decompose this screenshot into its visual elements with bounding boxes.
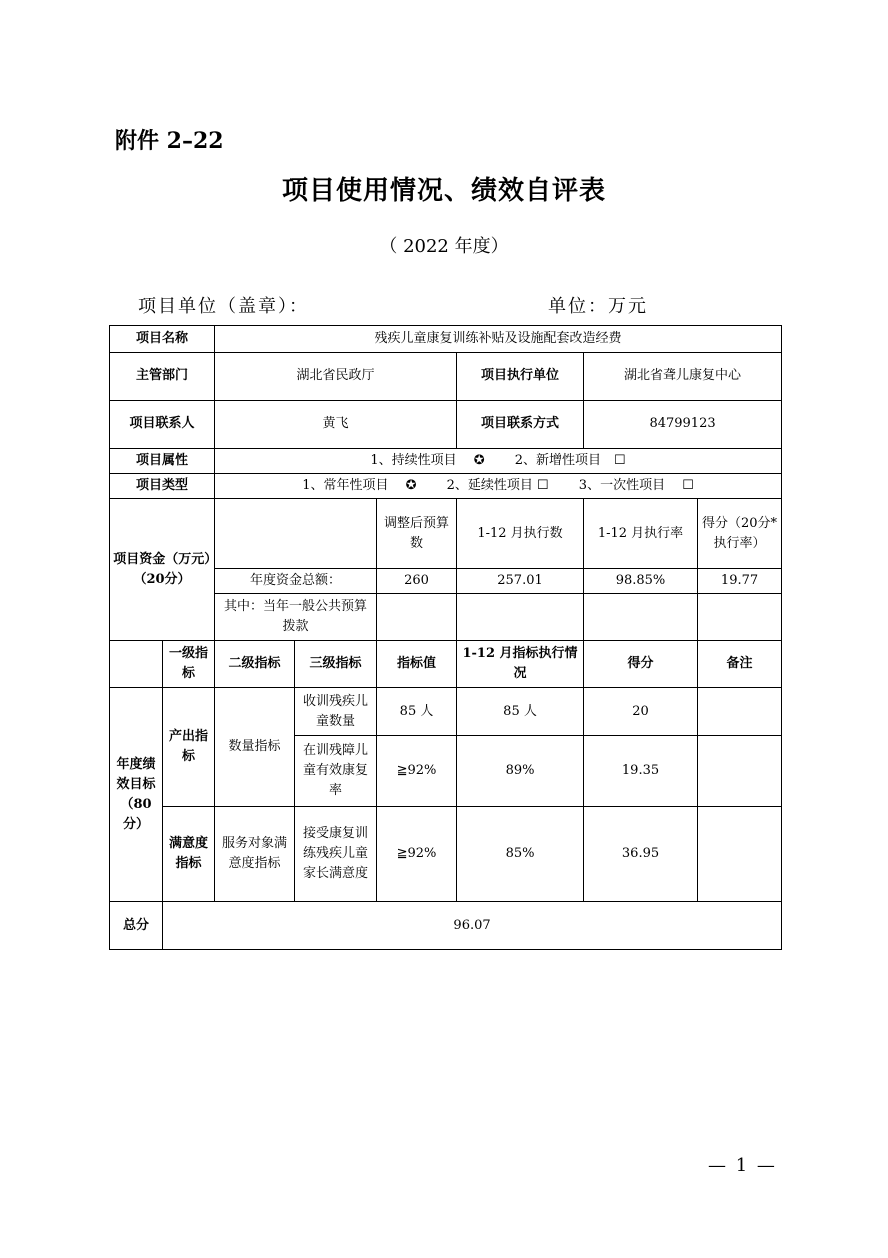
indicator-row-1-remark xyxy=(698,688,782,736)
indicator-row-1-name: 收训残疾儿童数量 xyxy=(295,688,377,736)
amount-unit-label: 单位：万元 xyxy=(548,296,648,317)
indicator-header-level3: 三级指标 xyxy=(295,641,377,688)
funds-sub-exec xyxy=(457,594,584,641)
indicator-header-value: 指标值 xyxy=(377,641,457,688)
indicator-row-3-remark xyxy=(698,807,782,902)
indicator-header-exec: 1-12 月指标执行情况 xyxy=(457,641,584,688)
contact-label: 项目联系人 xyxy=(110,401,215,449)
funds-col-exec: 1-12 月执行数 xyxy=(457,499,584,569)
indicator-row-2-score: 19.35 xyxy=(584,736,698,807)
quantity-indicator-label: 数量指标 xyxy=(215,688,295,807)
funds-col-budget: 调整后预算数 xyxy=(377,499,457,569)
project-attr-value: 1、持续性项目 ✪ 2、新增性项目 ☐ xyxy=(215,449,782,474)
page-title: 项目使用情况、绩效自评表 xyxy=(281,176,606,206)
output-indicator-label: 产出指标 xyxy=(163,688,215,807)
phone-value: 84799123 xyxy=(584,401,782,449)
exec-unit-label: 项目执行单位 xyxy=(457,353,584,401)
indicator-row-2-exec: 89% xyxy=(457,736,584,807)
indicator-row-3-exec: 85% xyxy=(457,807,584,902)
funds-total-score: 19.77 xyxy=(698,569,782,594)
project-type-value: 1、常年性项目 ✪ 2、延续性项目 ☐ 3、一次性项目 ☐ xyxy=(215,474,782,499)
attachment-number: 附件 2–22 xyxy=(115,128,224,154)
indicator-header-blank xyxy=(110,641,163,688)
funds-total-exec: 257.01 xyxy=(457,569,584,594)
satisfaction-indicator-label: 满意度指标 xyxy=(163,807,215,902)
indicator-header-remark: 备注 xyxy=(698,641,782,688)
funds-total-budget: 260 xyxy=(377,569,457,594)
indicator-row-2-value: ≧92% xyxy=(377,736,457,807)
funds-col-score: 得分（20分*执行率） xyxy=(698,499,782,569)
total-score-label: 总分 xyxy=(110,902,163,950)
total-score-value: 96.07 xyxy=(163,902,782,950)
indicator-header-level2: 二级指标 xyxy=(215,641,295,688)
funds-sub-rate xyxy=(584,594,698,641)
funds-sub-budget xyxy=(377,594,457,641)
indicator-row-2-name: 在训残障儿童有效康复率 xyxy=(295,736,377,807)
contact-value: 黄飞 xyxy=(215,401,457,449)
project-name-value: 残疾儿童康复训练补贴及设施配套改造经费 xyxy=(215,326,782,353)
indicator-row-2-remark xyxy=(698,736,782,807)
project-type-label: 项目类型 xyxy=(110,474,215,499)
indicator-row-1-value: 85 人 xyxy=(377,688,457,736)
phone-label: 项目联系方式 xyxy=(457,401,584,449)
funds-sub-label: 其中：当年一般公共预算拨款 xyxy=(215,594,377,641)
project-attr-label: 项目属性 xyxy=(110,449,215,474)
funds-sub-score xyxy=(698,594,782,641)
year-label: （ 2022 年度） xyxy=(379,236,509,257)
indicator-header-level1: 一级指标 xyxy=(163,641,215,688)
indicator-row-1-score: 20 xyxy=(584,688,698,736)
funds-col-rate: 1-12 月执行率 xyxy=(584,499,698,569)
indicator-row-3-name: 接受康复训练残疾儿童家长满意度 xyxy=(295,807,377,902)
indicator-row-1-exec: 85 人 xyxy=(457,688,584,736)
funds-total-rate: 98.85% xyxy=(584,569,698,594)
indicator-row-3-value: ≧92% xyxy=(377,807,457,902)
annual-goal-label: 年度绩效目标（80分） xyxy=(110,688,163,902)
exec-unit-value: 湖北省聋儿康复中心 xyxy=(584,353,782,401)
dept-value: 湖北省民政厅 xyxy=(215,353,457,401)
project-unit-label: 项目单位（盖章）： xyxy=(138,296,309,317)
indicator-header-score: 得分 xyxy=(584,641,698,688)
project-name-label: 项目名称 xyxy=(110,326,215,353)
satisfaction-sub-label: 服务对象满意度指标 xyxy=(215,807,295,902)
indicator-row-3-score: 36.95 xyxy=(584,807,698,902)
page-number: — 1 — xyxy=(708,1155,777,1176)
funds-header-blank xyxy=(215,499,377,569)
funds-total-label: 年度资金总额： xyxy=(215,569,377,594)
dept-label: 主管部门 xyxy=(110,353,215,401)
funds-label: 项目资金（万元）（20分） xyxy=(110,499,215,641)
self-evaluation-table xyxy=(109,325,782,950)
